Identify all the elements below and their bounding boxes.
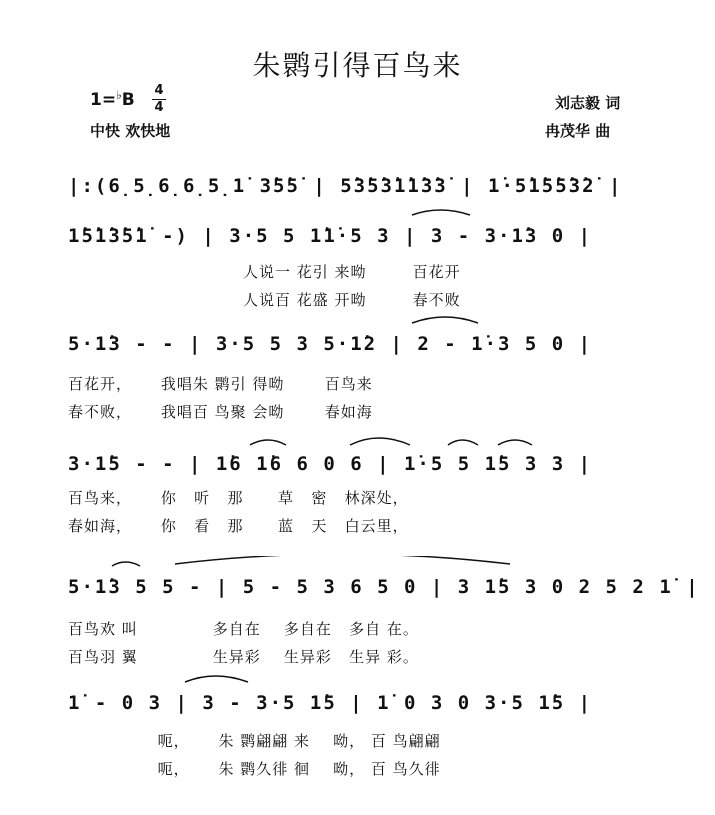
stave-2 [0, 205, 715, 315]
lyric-verse-1: 呃， 朱 鹮翩翩 来 呦， 百 鸟翩翩 [100, 732, 441, 750]
meter-top: 4 [154, 83, 164, 98]
notation-line: 5·1̇3 - - | 3·5 5 3 5·1̇2 | 2 - 1̇·3 5 0 | [68, 333, 593, 355]
lyric-verse-2: 呃， 朱 鹮久徘 徊 呦， 百 鸟久徘 [100, 760, 441, 778]
stave-3 [0, 313, 715, 423]
tempo-marking: 中快 欢快地 [90, 122, 171, 140]
meter-bottom: 4 [154, 100, 164, 115]
stave-6 [0, 672, 715, 782]
lyric-verse-1: 人说一 花引 来呦 百花开 [243, 263, 461, 281]
notation-line: 3·1̇5 - - | 1̇6 1̇6 6 0 6 | 1̇·5 5 1̇5 3 3 | [68, 453, 593, 475]
composer-credit: 冉茂华 曲 [545, 122, 611, 140]
lyric-verse-2: 百鸟羽 翼 生异彩 生异彩 生异 彩。 [68, 648, 419, 666]
lyric-verse-1: 百花开， 我唱朱 鹮引 得呦 百鸟来 [68, 375, 373, 393]
stave-5 [0, 556, 715, 666]
stave-4 [0, 433, 715, 543]
time-signature [152, 84, 166, 115]
lyric-verse-1: 百鸟来， 你 听 那 草 密 林深处， [68, 489, 409, 507]
song-title: 朱鹮引得百鸟来 [252, 49, 463, 82]
lyric-verse-2: 人说百 花盛 开呦 春不败 [243, 291, 461, 309]
notation-line: 5·1̇3 5 5 - | 5 - 5 3 6 5 0 | 3 1̇5 3 0 2 5 2 1̇ | [68, 576, 700, 598]
lyric-verse-2: 春如海， 你 看 那 蓝 天 白云里， [68, 517, 409, 535]
notation-line: 1̇5̇1̇3̇5̇1̇ -) | 3·5 5 1̇1̇·5 3 | 3 - 3·1̇3 0 | [68, 225, 593, 247]
lyric-verse-1: 百鸟欢 叫 多自在 多自在 多自 在。 [68, 620, 419, 638]
notation-line: 1̇ - 0 3 | 3 - 3·5 1̇5 | 1̇ 0 3 0 3·5 1̇5 | [68, 692, 593, 714]
key-signature: 1=♭B [90, 88, 135, 110]
lyric-verse-2: 春不败， 我唱百 鸟聚 会呦 春如海 [68, 403, 373, 421]
notation-line: |:(6̣5̣6̣6̣5̣1̇ 3̇5̇5̇ | 5̇3̇5̇3̇1̇1̇3̇3̇ | 1̇·5̇1̇5̇5̇3̇2̇ | [68, 175, 623, 197]
lyricist-credit: 刘志毅 词 [555, 94, 621, 112]
